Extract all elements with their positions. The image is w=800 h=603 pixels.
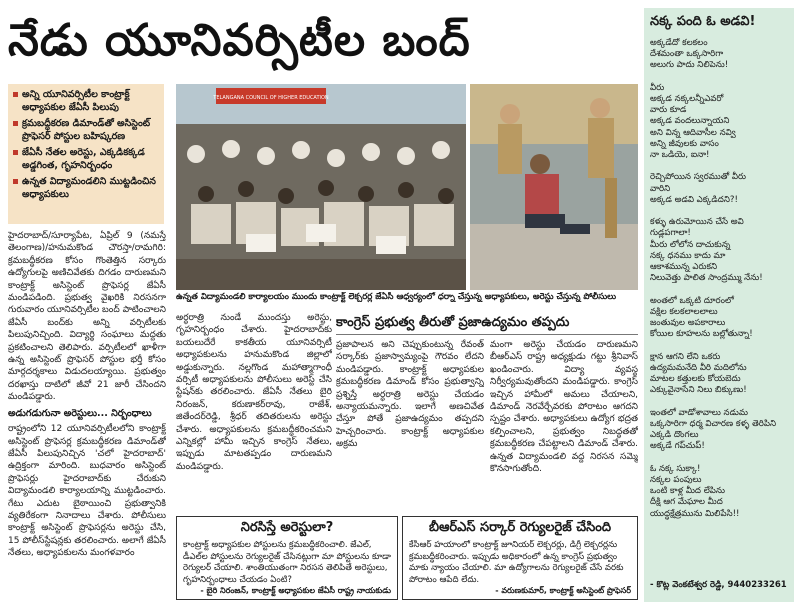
photo-caption: ఉన్నత విద్యామండలి కార్యాలయం ముందు కాంట్రాక్ట్ లెక్చరర్ల జేఏసీ ఆధ్వర్యంలో ధర్నా చేస్తున్న అధ్యాపకులు, అరెస్టు చేస్తున్న పోలీసులు — [176, 292, 617, 302]
highlight-item: క్రమబద్ధీకరణ డిమాండ్‌తో అసిస్టెంట్ ప్రొఫెసర్ పోస్టుల బహిష్కరణ — [12, 117, 160, 143]
subheading: అడుగడుగునా అరెస్టులు... నిర్బంధాలు — [8, 407, 152, 419]
headline: నేడు యూనివర్సిటీల బంద్ — [8, 15, 471, 66]
highlight-item: అన్ని యూనివర్సిటీల కాంట్రాక్ట్ అధ్యాపకుల జేఏసీ పిలుపు — [12, 88, 160, 114]
article-paragraph: హైదరాబాద్/సూర్యాపేట, ఏప్రిల్ 9 (నమస్తే తెలంగాణ)/హనుమకొండ చౌరస్తా/రామగిరి: క్రమబద్ధీకరణ కోసం గొంతెత్తిన సర్కారు ఉద్యోగులపై అణిచివేతకు దిగడం దారుణమని కాంట్రాక్ట్ అసిస్టెంట్ ప్రొఫెసర్ల జేఏసీ మండిపడింది. ప్రభుత్వ వైఖరికి నిరసనగా గురువారం యూనివర్సిటీల బంద్ పాటించాలని జేఏసీ బంద్‌కు అన్ని వర్సిటీలకు పిలుపునిచ్చింది. విద్యార్థి సంఘాలు మద్దతు ప్రకటించాలని తెలిపారు. వర్సిటీలలో ఖాళీగా ఉన్న అసిస్టెంట్ ప్రొఫెసర్ పోస్టుల భర్తీ కోసం మార్గదర్శకాలు విడుదలయ్యాయి. ప్రభుత్వం దరఖాస్తు దాటిలో జీవో 21 జారీ చేసిందని మండిపడ్డారు. — [8, 231, 166, 403]
quote-author: - వరుణకుమార్, కాంట్రాక్ట్ అసిస్టెంట్ ప్రొఫెసర్ — [495, 586, 631, 595]
quote-box-1 — [176, 516, 398, 600]
quote-author: - బైరి నిరంజన్, కాంట్రాక్ట్ అధ్యాపకుల జేఏసీ రాష్ట్ర నాయకుడు — [200, 586, 391, 595]
article-paragraph: రాష్ట్రంలోని 12 యూనివర్సిటీలలోని కాంట్రాక్ట్ అసిస్టెంట్ ప్రొఫెసర్ల క్రమబద్ధీకరణ డిమాండ్‌తో జేఏసీ పిలుపునిచ్చిన 'చలో హైదరాబాద్' ఉద్రిక్తంగా మారింది. బుధవారం అసిస్టెంట్ ప్రొఫెసర్లు హైదరాబాద్‌కు చేరుకుని విద్యామండలి కార్యాలయాన్ని ముట్టడించారు. గేటు ఎదుట బైఠాయించి ప్రభుత్వానికి వ్యతిరేకంగా నినాదాలు చేశారు. పోలీసులు కాంట్రాక్ట్ అసిస్టెంట్ ప్రొఫెసర్లను అరెస్టు చేసి, 15 పోలీస్‌స్టేషన్లకు తరలించారు. అలాగే జేఏసీ నేతలు, అధ్యాపకులను మంగళవారం — [8, 424, 166, 559]
poem-sidebar — [644, 8, 794, 602]
section-column-2: మంగా అరెస్టు చేయడం దారుణమని బీఆర్‌ఎస్ రాష్ట్ర అధ్యక్షుడు గట్టు శ్రీనివాస్ ఖండించారు. విద్యా వ్యవస్థ నిర్వీర్యమవుతోందని మండిపడ్డారు. కాంగ్రెస్ ఇచ్చిన హామీలో అమలు చేయాలని, డిమాండ్ నెరవేర్చేవరకు పోరాటం ఆగదని స్పష్టం చేశారు. అధ్యాపకులు ఉద్యోగ భద్రత కల్పించాలని, ప్రభుత్వం నిబద్ధతతో క్రమబద్ధీకరణ చేపట్టాలని డిమాండ్ చేశారు. ఉన్నత విద్యామండలి వద్ద నిరసన సమ్మె కొనసాగుతోంది. — [490, 340, 638, 475]
section-title: కాంగ్రెస్ ప్రభుత్వ తీరుతో ప్రజాఉద్యమం తప్పదు — [336, 312, 638, 335]
highlight-item: జేఏసీ నేతల అరెస్టు, ఎక్కడికక్కడ అడ్డగింత, గృహనిర్బంధం — [12, 146, 160, 172]
poem-text: అక్కడేదో కలకలం దేశమంతా ఒక్కసారిగా అలుగు పాదు నిలిపెను! వీరు అక్కడ నక్కలన్నీఎవరో వారు కూడ అక్కడ వందలున్నాయని అని విన్న ఆదివాసీల నవ్వి అన్ని జీవులకు వాసం నా ఒడియె, ఐనా! రెచ్చిపోయిన స్వరముతో వీరు వారిని అక్కడ అడవి ఎక్కడిదని?! కళ్ళు ఉరుమోయిన చేసే అవి గుడ్లపగాలా! మీరు లోలోన దాచుకున్న నక్క ధనము కాదు మా ఆకాశమున్న ఎరుకని నిలువెత్తు పాలిత సాంద్రమ్ము నేను! అంతలో ఒక్కటి దూరంలో వక్షిల కలకలాలలాలు జంతువుల అపకారాలు కోయిల కూహలను బల్లోతున్నా! క్షాన ఆగని లేని ఒకరు ఉద్యమమనేది వీరి మదిలోను మాటల కత్తులకు కోయబెదు ఎక్కువైనాసేని నిలు బిక్కుణు! ఇంతలో వాడోశావాలు నడుమ ఒక్కసారిగా ధర్మ విచారణ కళ్ళ తెరిపిని ఎక్కడి దొంగలు అక్కడే గప్‌చుప్! ఓ నక్క సుక్కా! నక్కల పంపులు ఒంటి కాళ్ల మీద లేపిను దీక్షి ఆగ మేఘాల మీద యుద్ధక్షేత్రమును మిలిపేసి!! — [650, 38, 777, 519]
arrest-photo — [470, 84, 638, 290]
article-column-1 — [8, 230, 166, 602]
quote-title: బీఆర్‌ఎస్ సర్కార్ రెగ్యులరైజ్ చేసింది — [428, 520, 612, 535]
quote-body: కాంట్రాక్ట్ అధ్యాపకుల పోస్టులను క్రమబద్ధీకరించాలి. జేఎల్, డీఎల్‌ల పోస్టులను రెగ్యులరైజ్ చేసినట్లుగా మా పోస్టులను కూడా రెగ్యులర్ చేయాలి. శాంతియుతంగా నిరసన తెలిపితే అరెస్టులు, గృహనిర్బంధాలు చేయడం ఏంటి? — [183, 540, 391, 585]
protest-photo — [176, 84, 466, 290]
quote-box-2 — [402, 516, 638, 600]
quote-title: నిరసిస్తే అరెస్టులా? — [240, 520, 334, 535]
section-congress — [336, 312, 638, 512]
highlight-item: ఉన్నత విద్యామండలిని ముట్టడించిన అధ్యాపకులు — [12, 175, 160, 201]
highlights-box — [8, 84, 164, 224]
banner-text: TELANGANA COUNCIL OF HIGHER EDUCATION — [213, 95, 329, 101]
section-column-1: ప్రజాపాలన అని చెప్పుకుంటున్న రేవంత్ సర్కార్‌కు ప్రజాస్వామ్యంపై గౌరవం లేదని మండిపడ్డారు. కాంట్రాక్ట్ అధ్యాపకుల క్రమబద్ధీకరణ డిమాండ్ కోసం ప్రభుత్వాన్ని ప్రశ్నిస్తే అర్ధరాత్రి అరెస్టు చేయడం అన్యాయమన్నారు. ఇలాగే అణచివేత చేస్తూ పోతే ప్రజాఉద్యమం తప్పదని హెచ్చరించారు. కాంట్రాక్ట్ అధ్యాపకుల అక్రమ — [336, 340, 484, 450]
poem-title: నక్క పంది ఓ అడవి! — [650, 14, 756, 29]
quote-body: కేసీఆర్ హయాంలో కాంట్రాక్ట్ జూనియర్ లెక్చరర్లు, డిగ్రీ లెక్చరర్లను క్రమబద్ధీకరించారు. ఇప్పుడు అధికారంలో ఉన్న కాంగ్రెస్ ప్రభుత్వం మాకు న్యాయం చేయాలి. మా ఉద్యోగాలను రెగ్యులరైజ్ చేసే వరకు పోరాటం ఆపేది లేదు. — [409, 540, 624, 585]
article-column-2: అర్ధరాత్రి నుండే ముందస్తు అరెస్టు, గృహనిర్బంధం చేశారు. హైదరాబాద్‌కు బయలుదేరే కాకతీయ యూనివర్సిటీ అధ్యాపకులను హనుమకొండ జిల్లాలో అడ్డుకున్నారు. నల్లగొండ మహాత్మాగాంధీ వర్సిటీ అధ్యాపకులను పోలీసులు అరెస్ట్ చేసి స్టేషన్‌కు తరలించారు. జేఏసీ నేతలు బైరి నిరంజన్, కరుణాకర్‌రావు, రాజేశ్, జితేందర్‌రెడ్డి, శ్రీధర్ తదితరులను అరెస్టు చేశారు. అధ్యాపకులను క్రమబద్ధీకరించమని ఎన్నికల్లో హామీ ఇచ్చిన కాంగ్రెస్ నేతలు, ఇప్పుడు మాటతప్పడం దారుణమని మండిపడ్డారు. — [176, 313, 332, 472]
poem-author: - కొట్ల వెంకటేశ్వర రెడ్డి, 9440233261 — [650, 580, 787, 590]
